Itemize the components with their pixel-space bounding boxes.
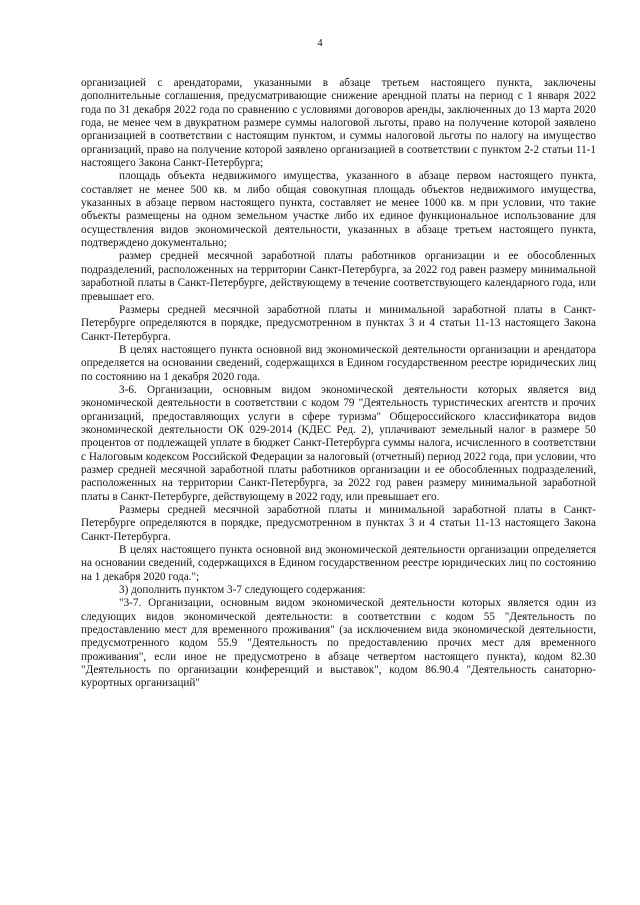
page-number: 4: [317, 38, 323, 49]
paragraph: Размеры средней месячной заработной платы и минимальной заработной платы в Санкт-Петербурге определяются в порядке, предусмотренном в пунктах 3 и 4 статьи 11-13 настоящего Закона Санкт-Петербурга.: [81, 504, 596, 543]
paragraph: 3) дополнить пунктом 3-7 следующего содержания:: [119, 584, 366, 597]
paragraph: Размеры средней месячной заработной платы и минимальной заработной платы в Санкт-Петербурге определяются в порядке, предусмотренном в пунктах 3 и 4 статьи 11-13 настоящего Закона Санкт-Петербурга.: [81, 303, 596, 343]
paragraph: 3-6. Организации, основным видом экономической деятельности которых является вид экономической деятельности в соответствии с кодом 79 "Деятельность туристических агентств и прочих организаций, предоставляющих услуги в сфере туризма" Общероссийского классификатора видов экономической деятельности ОК 029-2014 (КДЕС Ред. 2), уплачивают земельный налог в размере 50 процентов от подлежащей уплате в бюджет Санкт-Петербурга суммы налога, исчисленного в соответствии с Налоговым кодексом Российской Федерации за налоговый (отчетный) период 2022 года, при условии, что размер средней месячной заработной платы работников организации и ее обособленных подразделений, расположенных на территории Санкт-Петербурга, за 2022 год равен размеру минимальной заработной платы в Санкт-Петербурге, действующему в 2022 году, или превышает его.: [81, 383, 596, 503]
paragraph: организацией с арендаторами, указанными в абзаце третьем настоящего пункта, заключены дополнительные соглашения, предусматривающие снижение арендной платы на период с 1 января 2022 года по 31 декабря 2022 года по сравнению с условиями договоров аренды, заключенных до 13 марта 2020 года, не менее чем в двукратном размере суммы налоговой льготы, право на получение которой заявлено организацией в соответствии с настоящим пунктом, и суммы налоговой льготы по налогу на имущество организаций, право на получение которой заявлено организацией в соответствии с пунктом 2-2 статьи 11-1 настоящего Закона Санкт-Петербурга;: [81, 77, 596, 170]
document-body: [81, 77, 596, 691]
paragraph: В целях настоящего пункта основной вид экономической деятельности организации и арендатора определяется на основании сведений, содержащихся в Едином государственном реестре юридических лиц по состоянию на 1 декабря 2020 года.: [81, 343, 596, 383]
paragraph: В целях настоящего пункта основной вид экономической деятельности организации определяется на основании сведений, содержащихся в Едином государственном реестре юридических лиц по состоянию на 1 декабря 2020 года.";: [81, 544, 596, 583]
paragraph: "3-7. Организации, основным видом экономической деятельности которых является один из следующих видов экономической деятельности: в соответствии с кодом 55 "Деятельность по предоставлению мест для временного проживания" (за исключением вида экономической деятельности, предусмотренного кодом 55.9 "Деятельность по предоставлению прочих мест для временного проживания", если иное не предусмотрено в абзаце четвертом настоящего пункта), кодом 82.30 "Деятельность по организации конференций и выставок", кодом 86.90.4 "Деятельность санаторно-курортных организаций": [81, 597, 596, 690]
paragraph: площадь объекта недвижимого имущества, указанного в абзаце первом настоящего пункта, составляет не менее 500 кв. м либо общая совокупная площадь объектов недвижимого имущества, указанных в абзаце первом настоящего пункта, составляет не менее 1000 кв. м при условии, что такие объекты размещены на одном земельном участке либо их единое функциональное использование для осуществления видов экономической деятельности, указанных в абзаце третьем настоящего пункта, подтверждено документально;: [81, 170, 596, 250]
paragraph: размер средней месячной заработной платы работников организации и ее обособленных подразделений, расположенных на территории Санкт-Петербурга, за 2022 год равен размеру минимальной заработной платы в Санкт-Петербурге, действующему в течение соответствующего календарного года, или превышает его.: [81, 250, 596, 303]
